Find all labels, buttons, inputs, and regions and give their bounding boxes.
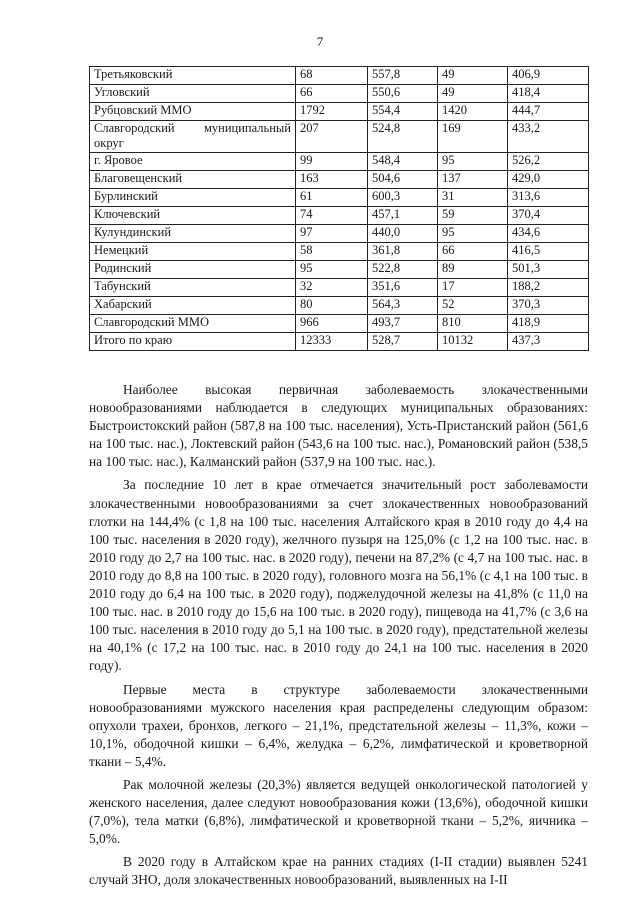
cases-2020: 810 [438,315,508,333]
rate-2010: 554,4 [368,103,438,121]
cases-2020: 49 [438,67,508,85]
cases-2010: 66 [296,85,368,103]
district-name: г. Яровое [90,153,296,171]
cases-2010: 966 [296,315,368,333]
rate-2020: 188,2 [508,279,589,297]
cases-2010: 80 [296,297,368,315]
rate-2020: 429,0 [508,171,589,189]
cases-2020: 59 [438,207,508,225]
body-text [89,381,588,895]
cases-2010: 163 [296,171,368,189]
table-row [90,243,589,261]
cases-2010: 99 [296,153,368,171]
rate-2020: 437,3 [508,333,589,351]
cases-2020: 95 [438,153,508,171]
cases-2020: 1420 [438,103,508,121]
cases-2020: 66 [438,243,508,261]
paragraph: Рак молочной железы (20,3%) является ведущей онкологической патологией у женского населения, далее следуют новообразования кожи (13,6%), ободочной кишки (7,0%), тела матки (6,8%), лимфатической и кроветворной ткани – 5,2%, яичника – 5,0%. [89,776,588,847]
rate-2020: 526,2 [508,153,589,171]
district-name: Итого по краю [90,333,296,351]
table-row [90,225,589,243]
rate-2010: 440,0 [368,225,438,243]
cases-2010: 95 [296,261,368,279]
cases-2020: 52 [438,297,508,315]
table-row [90,85,589,103]
rate-2010: 351,6 [368,279,438,297]
paragraph: За последние 10 лет в крае отмечается значительный рост заболевамости злокачественными новообразованиями за счет злокачественных новообразований глотки на 144,4% (с 1,8 на 100 тыс. населения Алтайского края в 2010 году до 4,4 на 100 тыс. населения в 2020 году), желчного пузыря на 125,0% (с 1,2 на 100 тыс. нас. в 2010 году до 2,7 на 100 тыс. нас. в 2020 году), печени на 87,2% (с 4,7 на 100 тыс. нас. в 2010 году до 8,8 на 100 тыс. в 2020 году), головного мозга на 56,1% (с 4,1 на 100 тыс. в 2010 году до 6,4 на 100 тыс. в 2020 году), поджелудочной железы на 41,8% (с 11,0 на 100 тыс. нас. в 2010 году до 15,6 на 100 тыс. в 2020 году), пищевода на 41,7% (с 3,6 на 100 тыс. населения в 2010 году до 5,1 на 100 тыс. в 2020 году), предстательной железы на 40,1% (с 17,2 на 100 тыс. нас. в 2010 году до 24,1 на 100 тыс. населения в 2020 году). [89,477,588,674]
rate-2020: 416,5 [508,243,589,261]
rate-2010: 457,1 [368,207,438,225]
table-row [90,153,589,171]
rate-2020: 313,6 [508,189,589,207]
cases-2020: 31 [438,189,508,207]
district-name: Кулундинский [90,225,296,243]
district-name: Хабарский [90,297,296,315]
table-row [90,315,589,333]
cases-2020: 169 [438,121,508,153]
cases-2010: 58 [296,243,368,261]
rate-2010: 528,7 [368,333,438,351]
page-number: 7 [316,34,324,49]
paragraph: Наиболее высокая первичная заболеваемость злокачественными новообразованиями наблюдается в следующих муниципальных образованиях: Быстроистокский район (587,8 на 100 тыс. населения), Усть-Пристанский район (561,6 на 100 тыс. нас.), Локтевский район (543,6 на 100 тыс. нас.), Романовский район (538,5 на 100 тыс. нас.), Калманский район (537,9 на 100 тыс. нас.). [89,382,588,470]
incidence-table [89,66,589,351]
district-name: Славгородский ММО [90,315,296,333]
paragraph: В 2020 году в Алтайском крае на ранних стадиях (I-II стадии) выявлен 5241 случай ЗНО, доля злокачественных новообразований, выявленных на I-II [89,854,588,888]
rate-2010: 522,8 [368,261,438,279]
rate-2010: 524,8 [368,121,438,153]
district-name: Благовещенский [90,171,296,189]
cases-2020: 89 [438,261,508,279]
cases-2020: 49 [438,85,508,103]
district-name: Рубцовский ММО [90,103,296,121]
table-row [90,297,589,315]
table-total-row [90,333,589,351]
cases-2010: 32 [296,279,368,297]
cases-2010: 97 [296,225,368,243]
district-name: Бурлинский [90,189,296,207]
cases-2010: 68 [296,67,368,85]
rate-2020: 406,9 [508,67,589,85]
rate-2010: 361,8 [368,243,438,261]
rate-2010: 564,3 [368,297,438,315]
cases-2010: 61 [296,189,368,207]
table-row [90,121,589,153]
rate-2010: 550,6 [368,85,438,103]
district-name: Родинский [90,261,296,279]
cases-2020: 17 [438,279,508,297]
table-row [90,261,589,279]
district-name: Славгородский муниципальный округ [90,121,296,153]
rate-2010: 548,4 [368,153,438,171]
table-row [90,279,589,297]
cases-2010: 1792 [296,103,368,121]
district-name: Немецкий [90,243,296,261]
cases-2020: 10132 [438,333,508,351]
rate-2010: 600,3 [368,189,438,207]
table-row [90,207,589,225]
district-name: Третьяковский [90,67,296,85]
rate-2020: 418,4 [508,85,589,103]
cases-2020: 95 [438,225,508,243]
rate-2020: 444,7 [508,103,589,121]
district-name: Ключевский [90,207,296,225]
rate-2020: 434,6 [508,225,589,243]
rate-2010: 504,6 [368,171,438,189]
rate-2020: 501,3 [508,261,589,279]
rate-2020: 370,3 [508,297,589,315]
cases-2020: 137 [438,171,508,189]
rate-2010: 493,7 [368,315,438,333]
cases-2010: 12333 [296,333,368,351]
cases-2010: 74 [296,207,368,225]
district-name: Угловский [90,85,296,103]
table-row [90,189,589,207]
rate-2020: 370,4 [508,207,589,225]
table-row [90,67,589,85]
rate-2020: 418,9 [508,315,589,333]
paragraph: Первые места в структуре заболеваемости злокачественными новообразованиями мужского населения края распределены следующим образом: опухоли трахеи, бронхов, легкого – 21,1%, предстательной железы – 11,3%, кожи – 10,1%, ободочной кишки – 6,4%, желудка – 6,2%, лимфатической и кроветворной ткани – 5,4%. [89,681,588,769]
rate-2020: 433,2 [508,121,589,153]
table-row [90,171,589,189]
cases-2010: 207 [296,121,368,153]
district-name: Табунский [90,279,296,297]
rate-2010: 557,8 [368,67,438,85]
table-row [90,103,589,121]
